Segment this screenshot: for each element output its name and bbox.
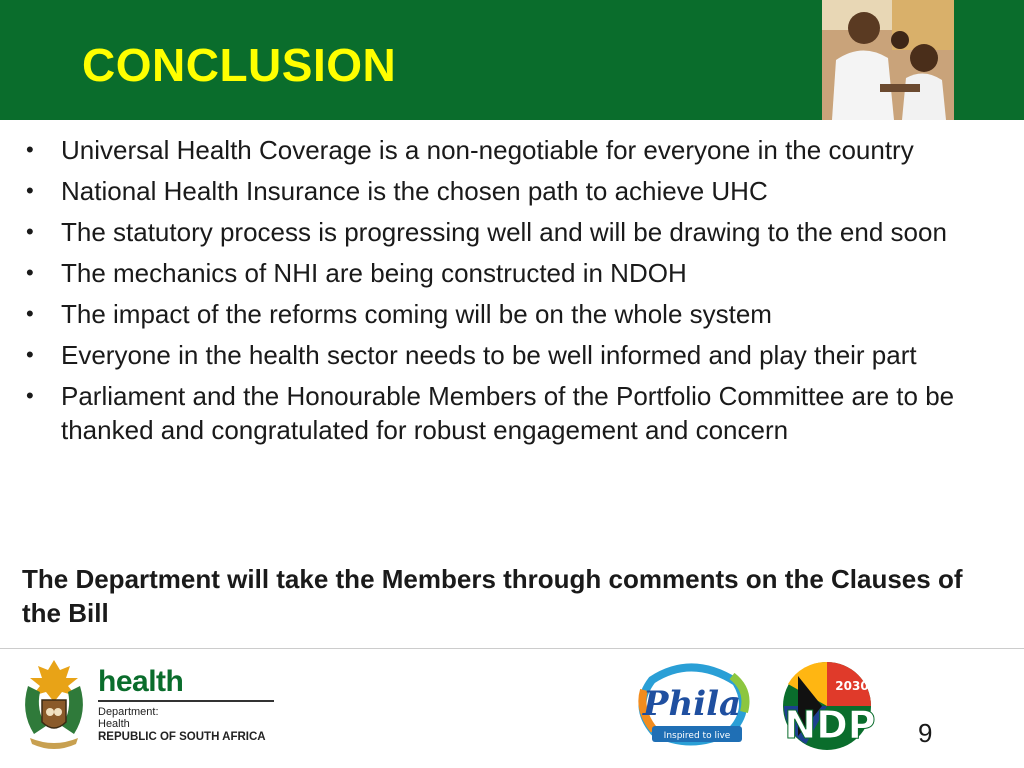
ndp-wordmark: NDP	[784, 703, 876, 747]
list-item: • Everyone in the health sector needs to be well informed and play their part	[22, 338, 1012, 372]
dept-health-wordmark: health	[98, 665, 184, 698]
footer-divider	[0, 648, 1024, 649]
header-photo	[822, 0, 954, 120]
list-item: • Parliament and the Honourable Members of the Portfolio Committee are to be thanked and congratulated for robust engagement and concern	[22, 379, 1012, 447]
phila-tagline: Inspired to live	[663, 731, 731, 741]
list-item: • Universal Health Coverage is a non-negotiable for everyone in the country	[22, 133, 1012, 167]
list-item: • The mechanics of NHI are being constructed in NDOH	[22, 256, 1012, 290]
header-banner	[0, 0, 1024, 120]
dept-label: Department:	[98, 706, 159, 718]
list-item: • The statutory process is progressing well and will be drawing to the end soon	[22, 215, 1012, 249]
phila-logo	[632, 660, 752, 750]
phila-wordmark: Phila	[642, 684, 742, 724]
coat-of-arms-logo	[16, 656, 92, 756]
slide-title: CONCLUSION	[82, 39, 397, 91]
page-number: 9	[918, 718, 933, 748]
bullet-list	[22, 133, 1012, 454]
list-item: • The impact of the reforms coming will be on the whole system	[22, 297, 1012, 331]
dept-name: Health	[98, 718, 130, 730]
closing-statement: The Department will take the Members through comments on the Clauses of the Bill	[22, 564, 963, 628]
dept-country: REPUBLIC OF SOUTH AFRICA	[98, 731, 266, 743]
ndp-year: 2030	[835, 679, 869, 693]
ndp-2030-logo	[772, 658, 882, 754]
dept-rule	[98, 700, 274, 702]
list-item: • National Health Insurance is the chosen path to achieve UHC	[22, 174, 1012, 208]
department-logo	[98, 666, 278, 744]
